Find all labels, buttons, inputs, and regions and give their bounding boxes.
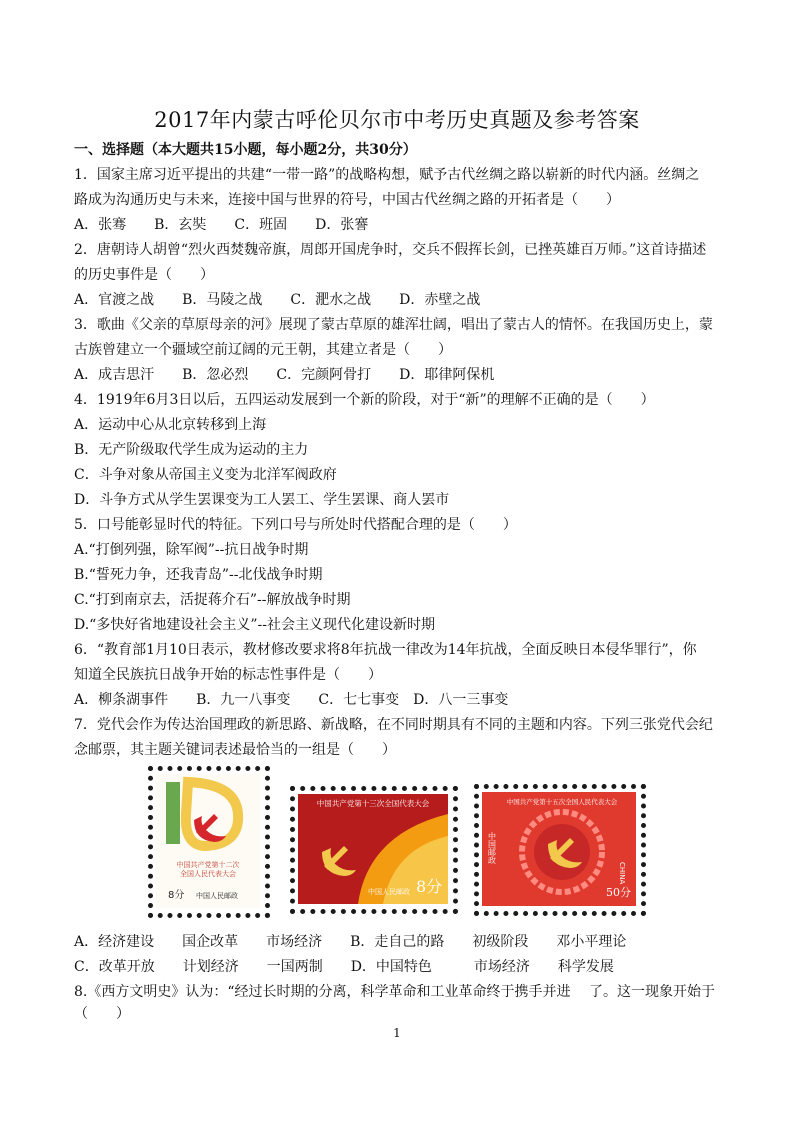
stamp-images bbox=[0, 762, 794, 922]
stamp-12th-art bbox=[156, 774, 260, 908]
stamp-caption: 全国人民代表大会 bbox=[180, 870, 236, 878]
stamp-value: 50分 bbox=[606, 886, 631, 899]
stamp-12th-congress bbox=[148, 766, 270, 918]
option-line: C．斗争对象从帝国主义变为北洋军阀政府 bbox=[74, 467, 337, 483]
stamp-issuer: 中国邮政 bbox=[487, 832, 497, 864]
stamp-issuer: 中国人民邮政 bbox=[196, 892, 238, 900]
option-line: D．斗争方式从学生罢课变为工人罢工、学生罢课、商人罢市 bbox=[74, 492, 450, 508]
text-line: 古族曾建立一个疆域空前辽阔的元王朝，其建立者是（ ） bbox=[74, 342, 452, 358]
option-line: A．经济建设 国企改革 市场经济 B．走自己的路 初级阶段 邓小平理论 bbox=[74, 934, 627, 950]
option-line: A．运动中心从北京转移到上海 bbox=[74, 417, 267, 433]
section-heading: 一、选择题（本大题共15小题，每小题2分，共30分） bbox=[74, 142, 417, 158]
option-line: B．无产阶级取代学生成为运动的主力 bbox=[74, 442, 309, 458]
stamp-13th-art bbox=[298, 794, 448, 904]
stamp-13th-congress bbox=[290, 786, 458, 914]
text-line: 4．1919年6月3日以后，五四运动发展到一个新的阶段，对于“新”的理解不正确的是（ ） bbox=[74, 392, 655, 408]
text-line: 念邮票，其主题关键词表述最恰当的一组是（ ） bbox=[74, 742, 396, 758]
stamp-15th-art bbox=[482, 792, 636, 906]
text-line: 8.《西方文明史》认为：“经过长时期的分离，科学革命和工业革命终于携手并进 了。这一现象开始于 bbox=[74, 984, 715, 1000]
text-line: 6．“教育部1月10日表示，教材修改要求将8年抗战一律改为14年抗战，全面反映日本侵华罪行”，你 bbox=[74, 642, 697, 658]
option-line: C．改革开放 计划经济 一国两制 D．中国特色 市场经济 科学发展 bbox=[74, 959, 614, 975]
text-line: 3．歌曲《父亲的草原母亲的河》展现了蒙古草原的雄浑壮阔，唱出了蒙古人的情怀。在我国历史上，蒙 bbox=[74, 317, 713, 333]
text-line: 2．唐朝诗人胡曾“烈火西焚魏帝旗，周郎开国虎争时，交兵不假挥长剑，已挫英雄百万师。”这首诗描述 bbox=[74, 242, 707, 258]
option-line: C.“打到南京去，活捉蒋介石”--解放战争时期 bbox=[74, 592, 351, 608]
stamp-15th-congress bbox=[474, 784, 646, 916]
text-line: 知道全民族抗日战争开始的标志性事件是（ ） bbox=[74, 667, 382, 683]
option-line: A．官渡之战 B．马陵之战 C．淝水之战 D．赤壁之战 bbox=[74, 292, 481, 308]
stamp-value: 8分 bbox=[168, 890, 185, 901]
page-title: 2017年内蒙古呼伦贝尔市中考历史真题及参考答案 bbox=[154, 108, 640, 132]
stamp-caption: 中国共产党第十三次全国代表大会 bbox=[316, 799, 430, 808]
option-line: A．成吉思汗 B．忽必烈 C．完颜阿骨打 D．耶律阿保机 bbox=[74, 367, 495, 383]
text-line: 7．党代会作为传达治国理政的新思路、新战略，在不同时期具有不同的主题和内容。下列三张党代会纪 bbox=[74, 717, 713, 733]
option-line: A．柳条湖事件 B．九一八事变 C．七七事变 D．八一三事变 bbox=[74, 692, 509, 708]
stamp-issuer: 中国人民邮政 bbox=[368, 888, 410, 896]
stamp-value: 8分 bbox=[416, 877, 443, 896]
option-line: A.“打倒列强，除军阀”--抗日战争时期 bbox=[74, 542, 309, 558]
option-line: D.“多快好省地建设社会主义”--社会主义现代化建设新时期 bbox=[74, 617, 435, 633]
option-line: A．张骞 B．玄奘 C．班固 D．张謇 bbox=[74, 217, 369, 233]
text-line: 路成为沟通历史与未来，连接中国与世界的符号，中国古代丝绸之路的开拓者是（ ） bbox=[74, 192, 620, 208]
stamp-caption: 中国共产党第十二次 bbox=[176, 861, 240, 869]
stamp-caption: 中国共产党第十五次全国人民代表大会 bbox=[506, 798, 618, 806]
option-line: B.“誓死力争，还我青岛”--北伐战争时期 bbox=[74, 567, 323, 583]
text-line: 1．国家主席习近平提出的共建“一带一路”的战略构想，赋予古代丝绸之路以崭新的时代内涵。丝绸之 bbox=[74, 167, 700, 183]
page-number: 1 bbox=[393, 1026, 401, 1040]
text-line: 5．口号能彰显时代的特征。下列口号与所处时代搭配合理的是（ ） bbox=[74, 517, 517, 533]
text-line: 的历史事件是（ ） bbox=[74, 267, 214, 283]
text-line: （ ） bbox=[74, 1006, 130, 1022]
stamp-issuer-en: CHINA bbox=[618, 862, 626, 885]
